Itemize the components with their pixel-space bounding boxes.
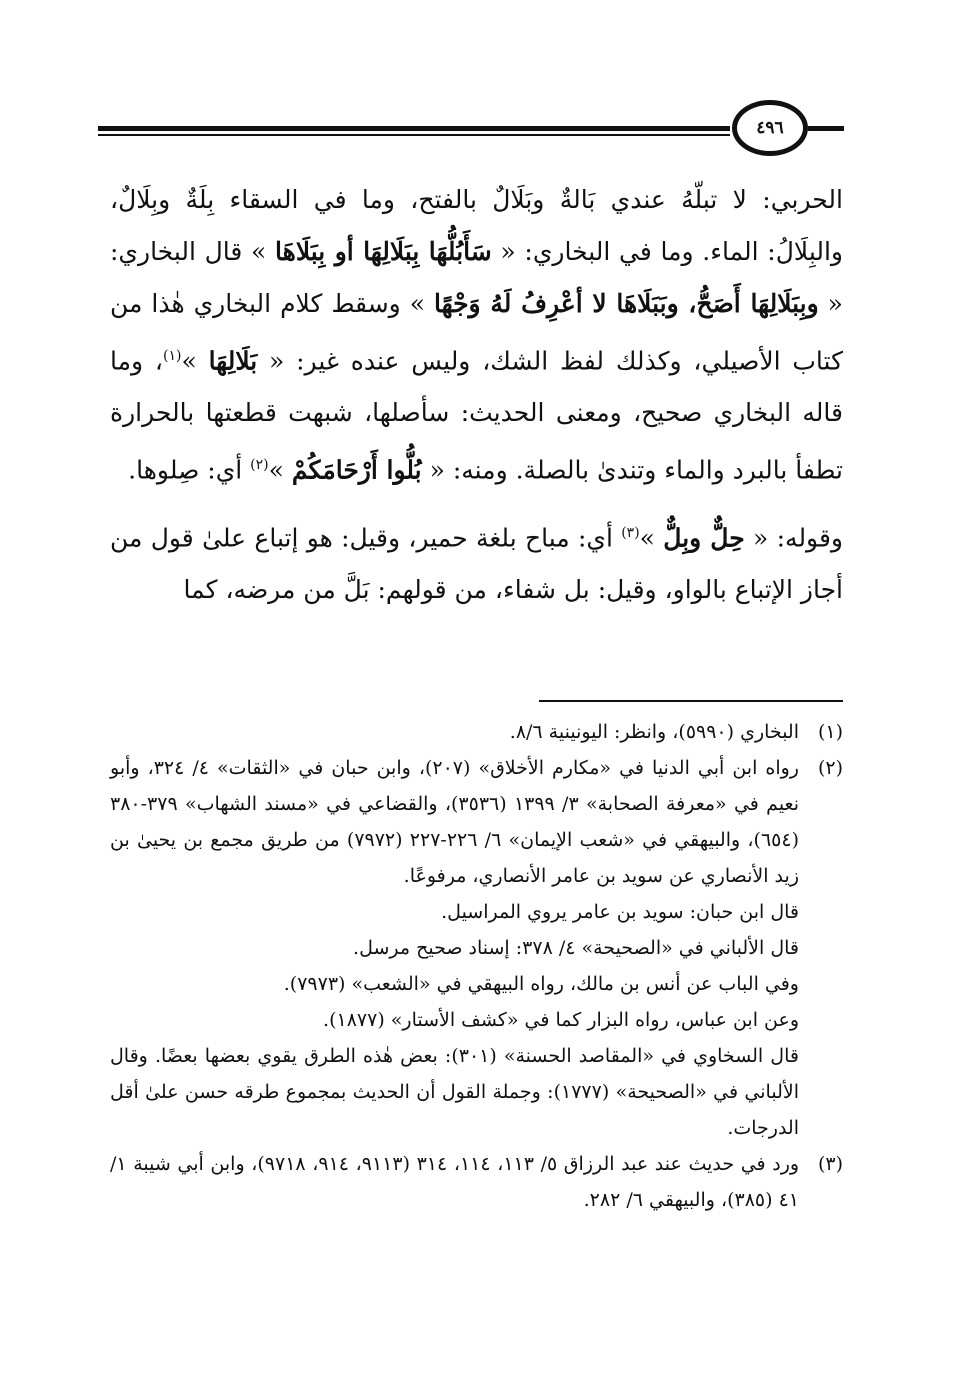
footnote-ref[interactable]: (١) [162,348,182,364]
footnote-text: البخاري (٥٩٩٠)، وانظر: اليونينية ٨/٦. [509,721,799,743]
hadith-quote: حِلٌّ وبِلٌّ [663,522,745,552]
hadith-quote: بُلُّوا أَرْحَامَكُمْ [291,455,422,485]
body-paragraph [110,174,843,497]
text-run: » قال البخاري: « [110,237,843,318]
text-run: ، وما قاله البخاري صحيح، ومعنى الحديث: سأصلها، شبهت قطعتها بالحرارة تطفأ بالبرد والماء وتندىٰ بالصلة. ومنه: « [110,346,843,485]
text-run: وقوله: « [744,522,843,552]
text-run: » [181,346,209,376]
main-text [110,174,843,616]
footnotes [110,714,843,1218]
text-run: الحربي: لا تبلّهُ عندي بَالةٌ وبَلَالٌ بالفتح، وما في السقاء بِلَةٌ وبِلَالٌ، والبِلَالُ: الماء. وما في البخاري: « [110,185,843,266]
hadith-quote: وبِبَلَالِهَا أَصَحُّ، وبَبَلَاهَا لا أعْرِفُ لَهُ وَجْهًا [433,289,819,318]
footnote-body [110,714,799,750]
body-paragraph [110,507,843,616]
footnote-ref[interactable]: (٢) [250,457,269,474]
footnote [110,1146,843,1218]
header-rule-right [808,126,844,131]
text-run: أي: مباح بلغة حمير، وقيل: هو إتباع علىٰ قول من أجاز الإتباع بالواو، وقيل: بل شفاء، من قولهم: بَلَّ من مرضه، كما [110,522,843,604]
text-run: » وسقط كلام البخاري هٰذا من كتاب الأصيلي، وكذلك لفظ الشك، وليس عنده غير: « [110,289,843,376]
text-run: أي: صِلوها. [128,455,251,485]
footnote-text: رواه ابن أبي الدنيا في «مكارم الأخلاق» (٢٠٧)، وابن حبان في «الثقات» ٤/ ٣٢٤، وأبو نعيم في «معرفة الصحابة» ٣/ ١٣٩٩ (٣٥٣٦)، والقضاعي في «مسند الشهاب» ٣٧٩-٣٨٠ (٦٥٤)، والبيهقي في «شعب الإيمان» ٦/ ٢٢٦-٢٢٧ (٧٩٧٢) من طريق مجمع بن يحيىٰ بن زيد الأنصاري عن سويد بن عامر الأنصاري، مرفوعًا. [110,757,800,887]
footnote-text: وعن ابن عباس، رواه البزار كما في «كشف الأستار» (١٨٧٧). [323,1009,799,1031]
footnote-number: (١) [817,721,843,743]
text-run: » [639,522,664,552]
footnote-text: قال ابن حبان: سويد بن عامر يروي المراسيل. [441,901,799,923]
footnote-text: قال الألباني في «الصحيحة» ٤/ ٣٧٨: إسناد صحيح مرسل. [353,937,799,959]
footnote-ref[interactable]: (٣) [621,524,640,541]
footnote [110,750,843,1146]
header-rule-thick [98,126,730,131]
footnote-number: (٢) [817,757,843,779]
hadith-quote: سَأَبُلُّهَا بِبَلَالِهَا أو بِبَلَاهَا [275,237,492,266]
footnote-separator [539,700,843,702]
footnote-text: ورد في حديث عند عبد الرزاق ٥/ ١١٣، ١١٤، ٣١٤ (٩١١٣، ٩١٤، ٩٧١٨)، وابن أبي شيبة ١/ ٤١ (٣٨٥)، والبيهقي ٦/ ٢٨٢. [110,1153,800,1211]
header-rule-thin [98,134,730,136]
footnote [110,714,843,750]
hadith-quote: بَلَالِهَا [208,346,258,376]
page-number: ٤٩٦ [756,118,784,138]
footnote-body [110,1146,799,1218]
footnote-text: قال السخاوي في «المقاصد الحسنة» (٣٠١): بعض هٰذه الطرق يقوي بعضها بعضًا. وقال الألباني في «الصحيحة» (١٧٧٧): وجملة القول أن الحديث بمجموع طرقه حسن علىٰ أقل الدرجات. [110,1045,799,1139]
footnote-body [110,750,799,1146]
page-header [98,100,844,156]
footnote-number: (٣) [817,1153,843,1175]
footnote-text: وفي الباب عن أنس بن مالك، رواه البيهقي في «الشعب» (٧٩٧٣). [283,973,799,995]
text-run: » [268,455,292,485]
page-number-badge [732,100,808,156]
